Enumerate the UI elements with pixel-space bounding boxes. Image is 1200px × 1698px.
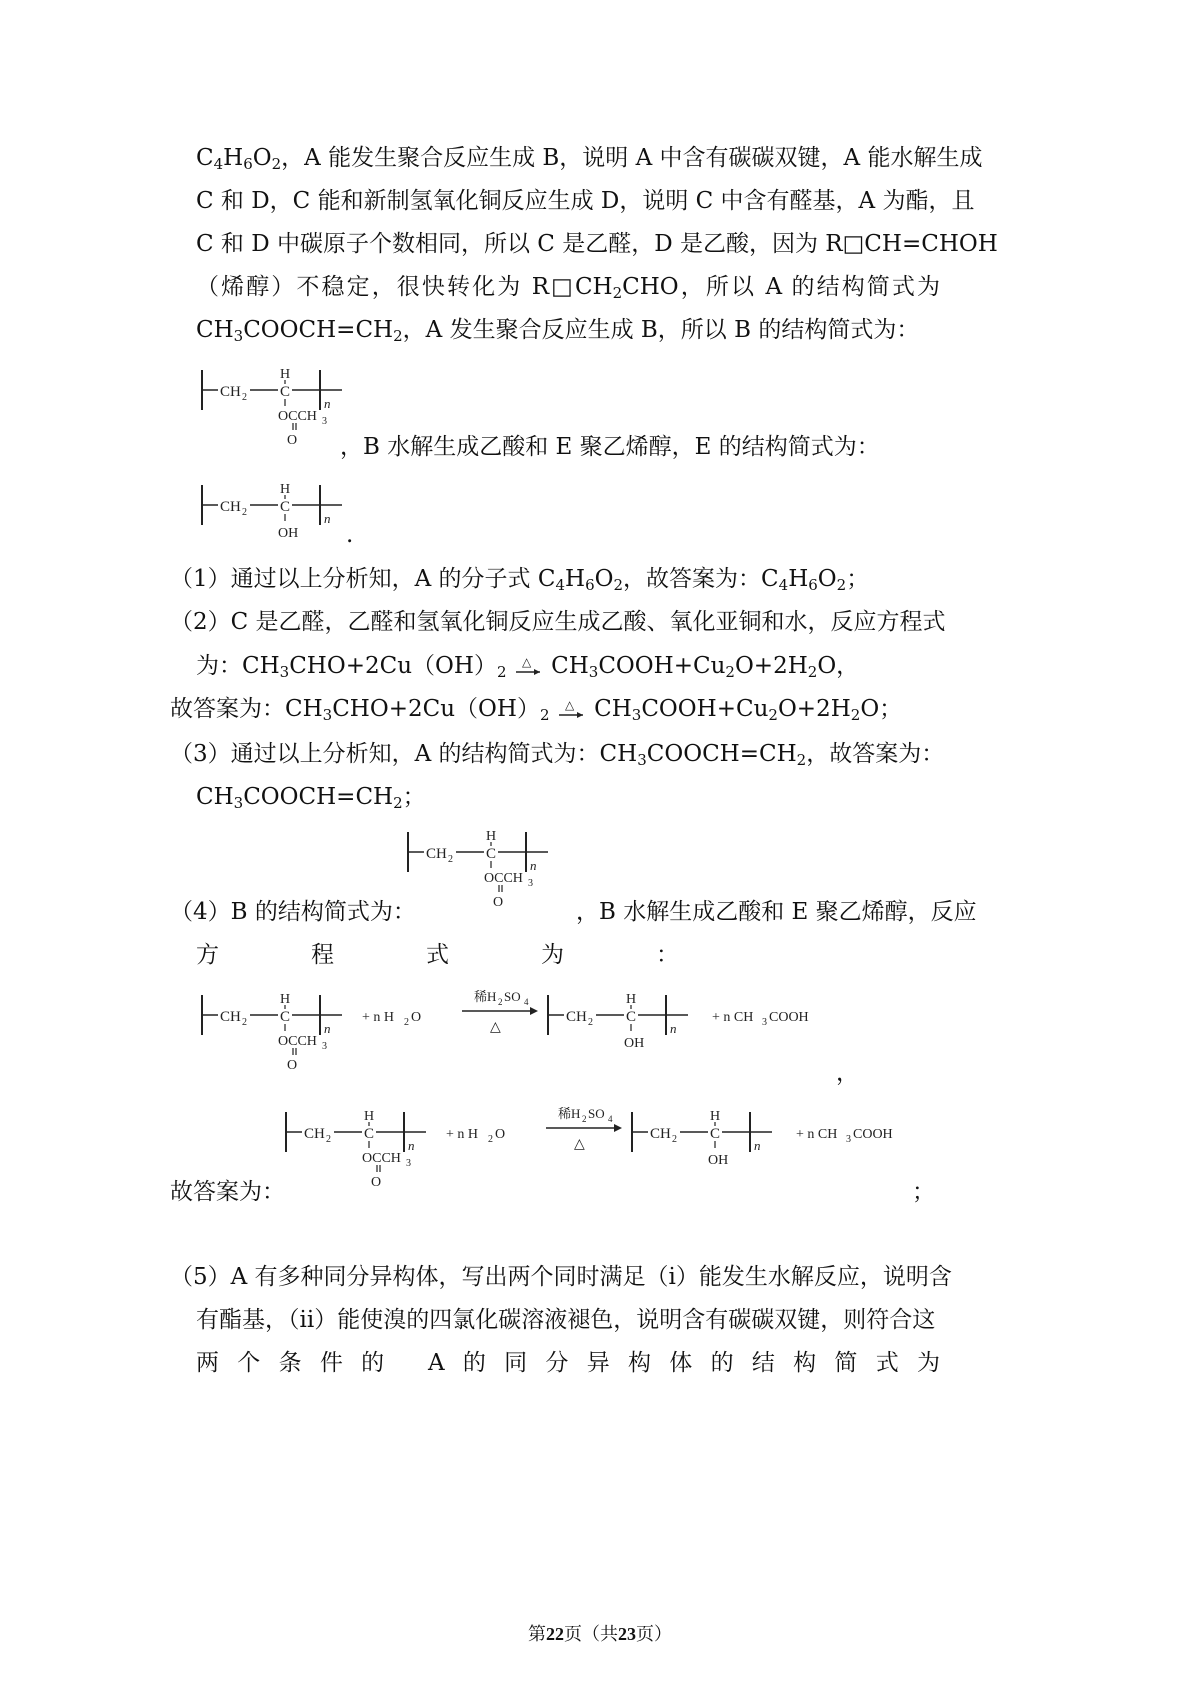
svg-text:CH: CH — [220, 1009, 241, 1025]
answer-4-result-label: 故答案为： — [170, 1179, 285, 1205]
svg-text:CH: CH — [426, 846, 447, 862]
svg-text:2: 2 — [404, 1017, 409, 1028]
svg-text:3: 3 — [762, 1017, 767, 1028]
svg-text:2: 2 — [242, 507, 247, 518]
svg-text:O: O — [411, 1010, 422, 1025]
heat-arrow-icon — [557, 697, 587, 723]
svg-text:C: C — [486, 846, 497, 862]
svg-text:OH: OH — [708, 1153, 729, 1168]
svg-text:C: C — [626, 1009, 637, 1025]
svg-text:n: n — [754, 1138, 761, 1153]
svg-text:稀H: 稀H — [558, 1106, 581, 1121]
svg-text:O: O — [495, 1127, 506, 1142]
svg-text:3: 3 — [322, 416, 327, 427]
svg-text:△: △ — [574, 1137, 585, 1152]
svg-text:n: n — [324, 396, 331, 411]
svg-text:2: 2 — [488, 1134, 493, 1145]
svg-text:O: O — [287, 433, 298, 448]
svg-text:+ n H: + n H — [446, 1127, 479, 1142]
structure-b-2 — [402, 822, 572, 912]
svg-text:+ n CH: + n CH — [712, 1010, 754, 1025]
svg-text:CH: CH — [304, 1126, 325, 1142]
svg-text:2: 2 — [242, 1017, 247, 1028]
text-line-2: C 和 D，C 能和新制氢氧化铜反应生成 D，说明 C 中含有醛基，A 为酯，且 — [196, 188, 975, 214]
svg-text:3: 3 — [406, 1158, 411, 1169]
svg-text:3: 3 — [322, 1041, 327, 1052]
svg-text:2: 2 — [588, 1017, 593, 1028]
svg-text:CH: CH — [220, 384, 241, 400]
answer-5-line-3: 两个条件的 A的同分异构体的结构简式为 — [196, 1350, 940, 1376]
answer-3-line-1: （3）通过以上分析知，A 的结构简式为：$CH_3COOCH=CH_2$，故答案为： — [170, 741, 945, 769]
svg-text:+ n H: + n H — [362, 1010, 395, 1025]
svg-text:COOH: COOH — [769, 1010, 809, 1025]
comma: ， — [836, 1060, 859, 1086]
svg-text:2: 2 — [672, 1134, 677, 1145]
svg-text:O: O — [493, 895, 504, 910]
svg-text:2: 2 — [242, 392, 247, 403]
answer-4-line-1: （4）B 的结构简式为： — [170, 899, 416, 925]
svg-text:C: C — [364, 1126, 375, 1142]
answer-5-line-2: 有酯基，（ii）能使溴的四氯化碳溶液褪色，说明含有碳碳双键，则符合这 — [196, 1307, 936, 1333]
answer-2-equation: 为：$CH_3CHO+2Cu(OH)_2$ △ $CH_3COOH+Cu_2O+2H_2O$， — [196, 653, 860, 681]
svg-text:C: C — [280, 499, 291, 515]
text-line-3: C 和 D 中碳原子个数相同，所以 C 是乙醛，D 是乙酸，因为 R□CH=CHOH — [196, 231, 998, 257]
structure-e-1 — [196, 475, 366, 545]
answer-1: （1）通过以上分析知，A 的分子式 $C_4H_6O_2$，故答案为：$C_4H_6O_2$； — [170, 566, 870, 594]
answer-4-line-1-cont: ，B 水解生成乙酸和 E 聚乙烯醇，反应 — [576, 899, 977, 925]
svg-text:CH: CH — [650, 1126, 671, 1142]
svg-text:2: 2 — [448, 854, 453, 865]
text-line-6: ，B 水解生成乙酸和 E 聚乙烯醇，E 的结构简式为： — [340, 434, 880, 460]
svg-text:3: 3 — [846, 1134, 851, 1145]
svg-text:C: C — [710, 1126, 721, 1142]
svg-text:O: O — [371, 1175, 382, 1190]
reaction-equation-2 — [280, 1102, 960, 1202]
reaction-equation-1 — [196, 985, 876, 1085]
text-line-5: $CH_3COOCH=CH_2$，A 发生聚合反应生成 B，所以 B 的结构简式为： — [196, 317, 920, 345]
svg-text:△: △ — [564, 698, 575, 712]
svg-text:O: O — [287, 1058, 298, 1073]
svg-text:SO: SO — [504, 989, 521, 1004]
answer-2-result: 故答案为：$CH_3CHO+2Cu(OH)_2$ △ $CH_3COOH+Cu_2O+2H_2O$； — [170, 696, 903, 724]
svg-text:H: H — [710, 1109, 721, 1124]
svg-text:n: n — [408, 1138, 415, 1153]
svg-text:H: H — [626, 992, 637, 1007]
svg-text:C: C — [280, 1009, 291, 1025]
svg-text:△: △ — [490, 1020, 501, 1035]
svg-text:4: 4 — [608, 1114, 613, 1124]
svg-text:OCCH: OCCH — [278, 409, 317, 424]
svg-text:n: n — [324, 511, 331, 526]
svg-text:n: n — [670, 1021, 677, 1036]
page-footer: 第22页（共23页） — [528, 1624, 672, 1645]
svg-text:H: H — [280, 367, 291, 382]
svg-text:2: 2 — [326, 1134, 331, 1145]
svg-text:OCCH: OCCH — [278, 1034, 317, 1049]
text-line-1: $C_4H_6O_2$，A 能发生聚合反应生成 B，说明 A 中含有碳碳双键，A 能水解生成 — [196, 145, 983, 173]
svg-text:OH: OH — [278, 526, 299, 541]
svg-text:稀H: 稀H — [474, 989, 497, 1004]
svg-text:3: 3 — [528, 878, 533, 889]
svg-text:H: H — [280, 482, 291, 497]
svg-text:OCCH: OCCH — [484, 871, 523, 886]
svg-text:CH: CH — [220, 499, 241, 515]
svg-text:H: H — [486, 829, 497, 844]
answer-2-line-1: （2）C 是乙醛，乙醛和氢氧化铜反应生成乙酸、氧化亚铜和水，反应方程式 — [170, 609, 946, 635]
svg-text:4: 4 — [524, 997, 529, 1007]
answer-5-line-1: （5）A 有多种同分异构体，写出两个同时满足（i）能发生水解反应，说明含 — [170, 1264, 952, 1290]
svg-text:H: H — [280, 992, 291, 1007]
svg-text:COOH: COOH — [853, 1127, 893, 1142]
svg-text:OCCH: OCCH — [362, 1151, 401, 1166]
heat-arrow-icon — [514, 654, 544, 680]
svg-text:2: 2 — [582, 1114, 587, 1124]
svg-text:SO: SO — [588, 1106, 605, 1121]
svg-text:C: C — [280, 384, 291, 400]
semicolon: ； — [912, 1179, 935, 1205]
svg-text:2: 2 — [498, 997, 503, 1007]
svg-text:CH: CH — [566, 1009, 587, 1025]
svg-text:+ n CH: + n CH — [796, 1127, 838, 1142]
text-line-7: . — [346, 522, 354, 548]
svg-text:△: △ — [521, 655, 532, 669]
svg-text:OH: OH — [624, 1036, 645, 1051]
svg-text:H: H — [364, 1109, 375, 1124]
answer-3-line-2: $CH_3COOCH=CH_2$； — [196, 784, 426, 812]
svg-text:n: n — [530, 858, 537, 873]
text-line-4: （烯醇）不稳定，很快转化为 $R□CH_2CHO$，所以 A 的结构简式为 — [196, 274, 940, 302]
answer-4-line-2: 方 程 式 为 ： — [196, 942, 679, 968]
svg-text:n: n — [324, 1021, 331, 1036]
